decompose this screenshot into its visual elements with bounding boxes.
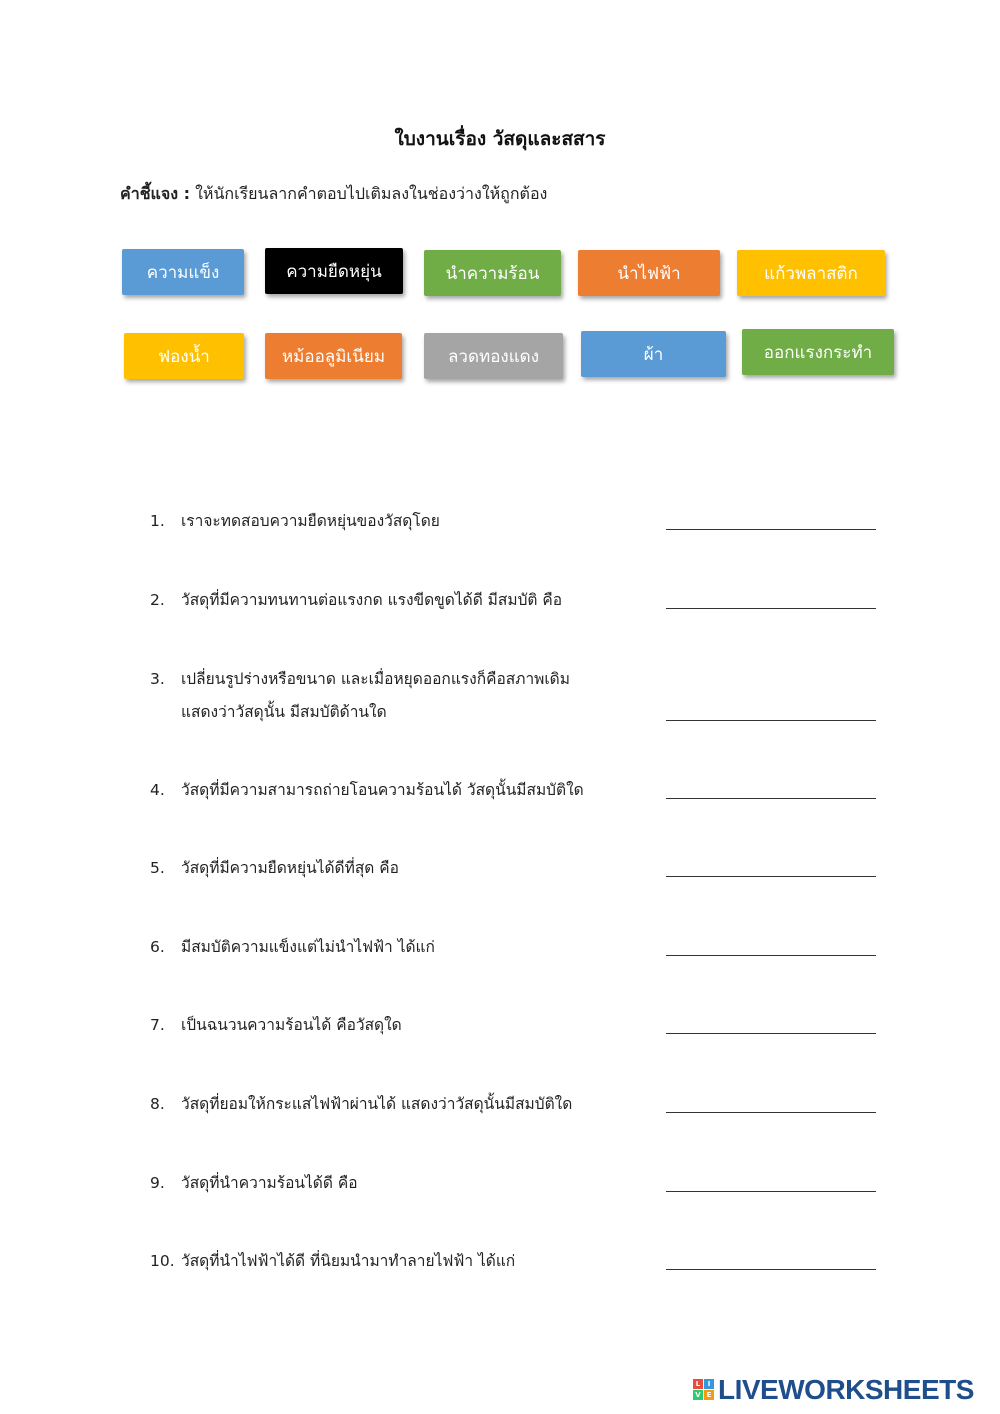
answer-blank[interactable] xyxy=(666,608,876,609)
question-text: วัสดุที่มีความทนทานต่อแรงกด แรงขีดขูดได้ดี มีสมบัติ คือ xyxy=(181,591,563,609)
answer-tile[interactable]: ผ้า xyxy=(581,331,726,377)
question-number: 4. xyxy=(150,781,165,799)
question-item xyxy=(150,584,650,617)
instruction-text: ให้นักเรียนลากคำตอบไปเติมลงในช่องว่างให้ถูกต้อง xyxy=(190,184,548,203)
question-number: 7. xyxy=(150,1016,165,1034)
question-number: 5. xyxy=(150,859,165,877)
answer-tile[interactable]: นำความร้อน xyxy=(424,250,561,296)
question-text-line2: แสดงว่าวัสดุนั้น มีสมบัติด้านใด xyxy=(181,703,387,721)
answer-tile[interactable]: หม้ออลูมิเนียม xyxy=(265,333,402,379)
logo-letter: E xyxy=(704,1390,714,1400)
answer-blank[interactable] xyxy=(666,720,876,721)
answer-tile[interactable]: ลวดทองแดง xyxy=(424,333,563,379)
answer-blank[interactable] xyxy=(666,1112,876,1113)
question-text: เป็นฉนวนความร้อนได้ คือวัสดุใด xyxy=(181,1016,402,1034)
answer-blank[interactable] xyxy=(666,876,876,877)
question-number: 3. xyxy=(150,670,165,688)
question-item xyxy=(150,505,650,538)
worksheet-title: ใบงานเรื่อง วัสดุและสสาร xyxy=(394,128,606,150)
question-text: วัสดุที่ยอมให้กระแสไฟฟ้าผ่านได้ แสดงว่าวัสดุนั้นมีสมบัติใด xyxy=(181,1095,573,1113)
question-item xyxy=(150,1245,650,1278)
answer-tile[interactable]: ออกแรงกระทำ xyxy=(742,329,894,375)
question-text: วัสดุที่มีความยืดหยุ่นได้ดีที่สุด คือ xyxy=(181,859,399,877)
logo-grid-icon xyxy=(693,1379,715,1401)
answer-blank[interactable] xyxy=(666,1033,876,1034)
liveworksheets-logo xyxy=(693,1374,974,1406)
question-text: วัสดุที่นำไฟฟ้าได้ดี ที่นิยมนำมาทำลายไฟฟ้า ได้แก่ xyxy=(181,1252,516,1270)
question-item xyxy=(150,663,650,729)
answer-blank[interactable] xyxy=(666,1191,876,1192)
answer-tile[interactable]: นำไฟฟ้า xyxy=(578,250,720,296)
question-text: วัสดุที่มีความสามารถถ่ายโอนความร้อนได้ วัสดุนั้นมีสมบัติใด xyxy=(181,781,584,799)
logo-letter: L xyxy=(693,1379,703,1389)
answer-blank[interactable] xyxy=(666,798,876,799)
question-item xyxy=(150,931,650,964)
answer-tile[interactable]: ความยืดหยุ่น xyxy=(265,248,403,294)
logo-text: LIVEWORKSHEETS xyxy=(718,1374,974,1405)
question-item xyxy=(150,852,650,885)
logo-letter: V xyxy=(693,1390,703,1400)
question-item xyxy=(150,1088,650,1121)
question-text: มีสมบัติความแข็งแต่ไม่นำไฟฟ้า ได้แก่ xyxy=(181,938,435,956)
question-text: เปลี่ยนรูปร่างหรือขนาด และเมื่อหยุดออกแรงก็คือสภาพเดิม xyxy=(181,670,570,688)
instruction xyxy=(120,182,547,207)
answer-tile[interactable]: แก้วพลาสติก xyxy=(737,250,885,296)
logo-letter: I xyxy=(704,1379,714,1389)
question-number: 1. xyxy=(150,512,165,530)
question-number: 10. xyxy=(150,1252,175,1270)
answer-blank[interactable] xyxy=(666,529,876,530)
question-number: 6. xyxy=(150,938,165,956)
question-item xyxy=(150,774,650,807)
question-number: 9. xyxy=(150,1174,165,1192)
answer-blank[interactable] xyxy=(666,1269,876,1270)
answer-tile[interactable]: ความแข็ง xyxy=(122,249,244,295)
question-text: เราจะทดสอบความยืดหยุ่นของวัสดุโดย xyxy=(181,512,440,530)
answer-tile[interactable]: ฟองน้ำ xyxy=(124,333,244,379)
question-item xyxy=(150,1167,650,1200)
question-item xyxy=(150,1009,650,1042)
question-number: 8. xyxy=(150,1095,165,1113)
instruction-label: คำชี้แจง : xyxy=(120,184,191,203)
answer-blank[interactable] xyxy=(666,955,876,956)
question-number: 2. xyxy=(150,591,165,609)
question-text: วัสดุที่นำความร้อนได้ดี คือ xyxy=(181,1174,358,1192)
